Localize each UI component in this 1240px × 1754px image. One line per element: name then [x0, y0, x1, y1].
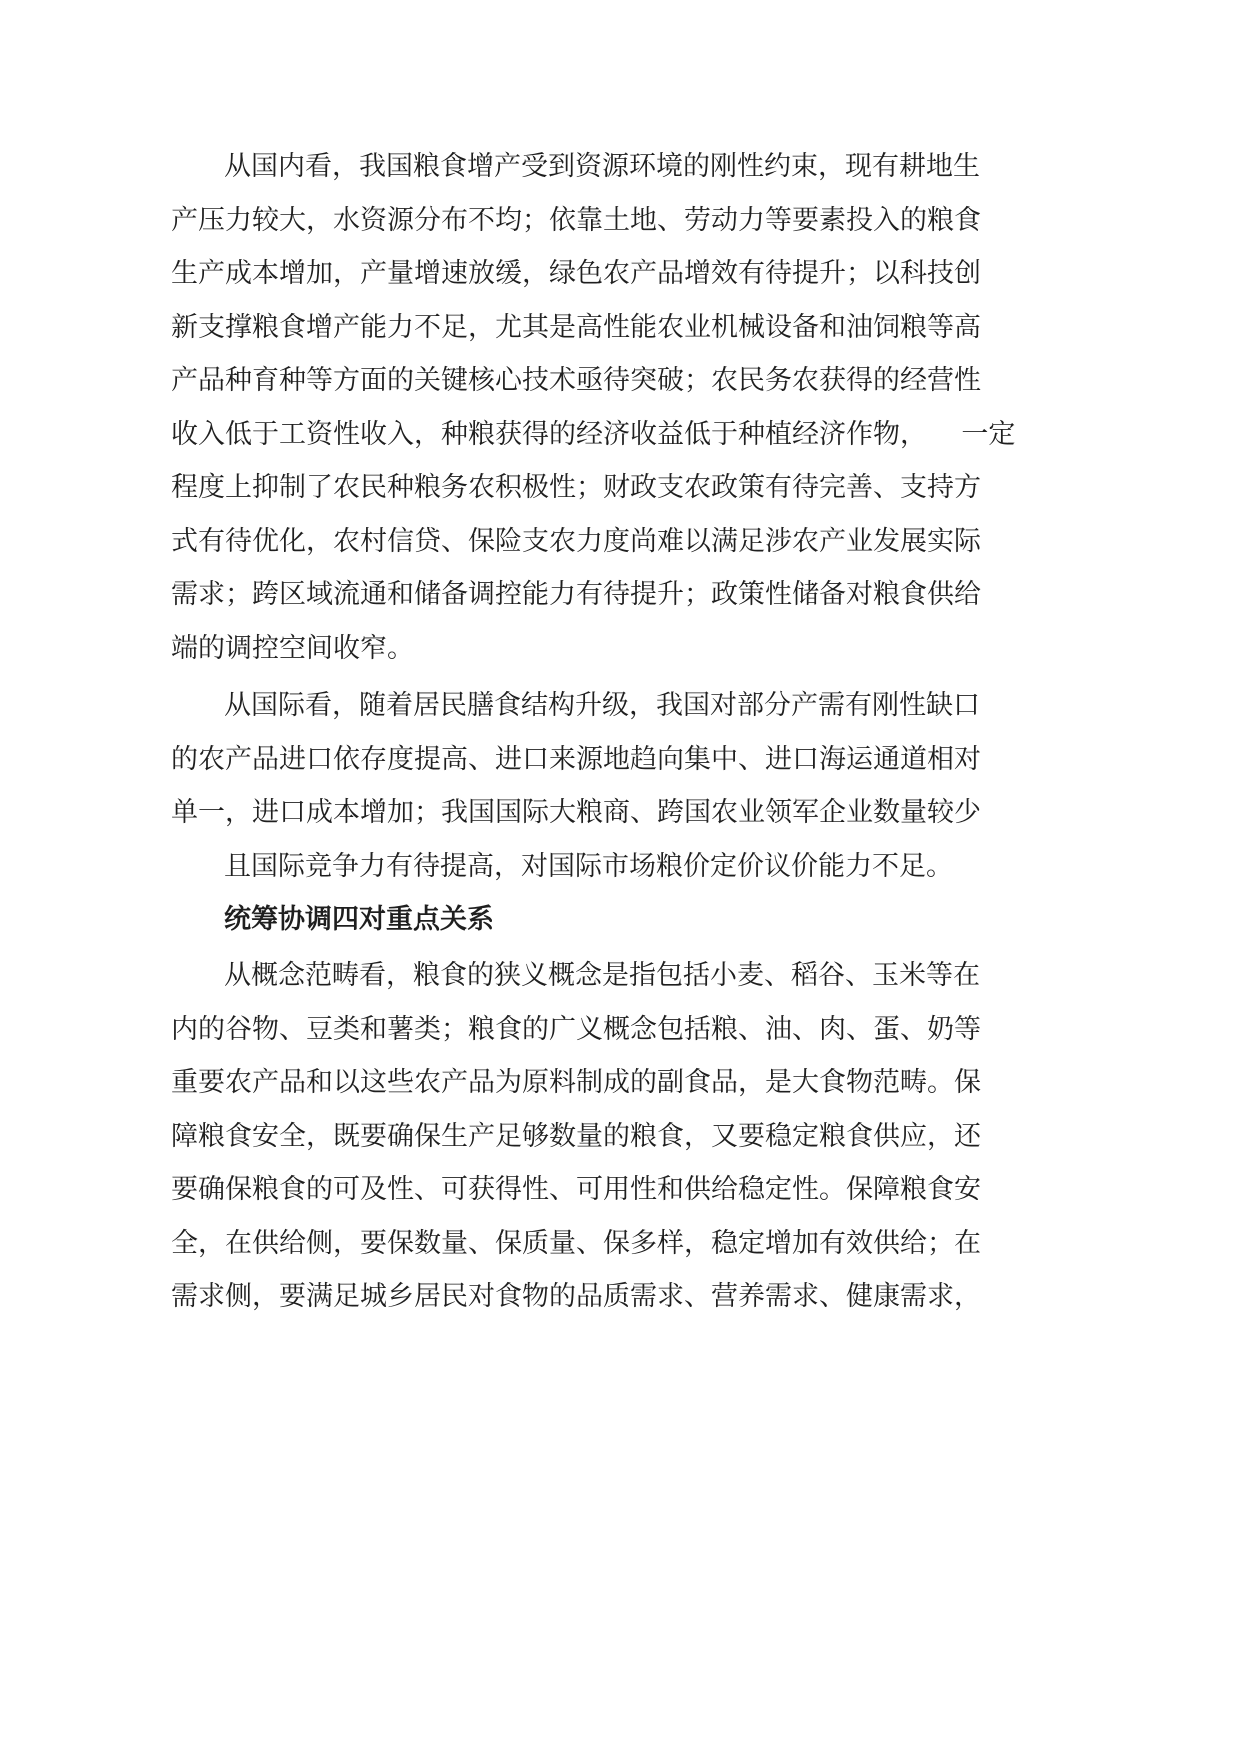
paragraph-1-line — [0, 575, 1240, 615]
paragraph-2-line — [0, 847, 1240, 887]
paragraph-3-line — [0, 1170, 1240, 1210]
text-line: 需求；跨区域流通和储备调控能力有待提升；政策性储备对粮食供给 — [171, 579, 981, 610]
paragraph-1-line — [0, 629, 1240, 669]
text-line: 且国际竞争力有待提高，对国际市场粮价定价议价能力不足。 — [224, 851, 953, 882]
text-line: 重要农产品和以这些农产品为原料制成的副食品，是大食物范畴。保 — [171, 1067, 981, 1098]
section-heading-line — [0, 900, 1240, 940]
paragraph-1-line — [0, 468, 1240, 508]
text-line: 障粮食安全，既要确保生产足够数量的粮食，又要稳定粮食供应，还 — [171, 1121, 981, 1152]
paragraph-1-line — [0, 254, 1240, 294]
paragraph-1-line — [0, 415, 1240, 455]
text-line: 程度上抑制了农民种粮务农积极性；财政支农政策有待完善、支持方 — [171, 472, 981, 503]
text-line: 端的调控空间收窄。 — [171, 633, 414, 664]
text-line: 的农产品进口依存度提高、进口来源地趋向集中、进口海运通道相对 — [171, 744, 981, 775]
paragraph-2-line — [0, 686, 1240, 726]
text-line: 生产成本增加，产量增速放缓，绿色农产品增效有待提升；以科技创 — [171, 258, 981, 289]
text-line: 新支撑粮食增产能力不足，尤其是高性能农业机械设备和油饲粮等高 — [171, 312, 981, 343]
text-line: 从国内看，我国粮食增产受到资源环境的刚性约束，现有耕地生 — [224, 151, 980, 182]
paragraph-3-line — [0, 1063, 1240, 1103]
paragraph-1-line — [0, 201, 1240, 241]
text-line: 内的谷物、豆类和薯类；粮食的广义概念包括粮、油、肉、蛋、奶等 — [171, 1014, 981, 1045]
paragraph-2-line — [0, 793, 1240, 833]
paragraph-3-line — [0, 1010, 1240, 1050]
paragraph-3-line — [0, 1224, 1240, 1264]
text-line: 需求侧，要满足城乡居民对食物的品质需求、营养需求、健康需求， — [171, 1281, 981, 1312]
text-line: 要确保粮食的可及性、可获得性、可用性和供给稳定性。保障粮食安 — [171, 1174, 981, 1205]
text-line: 单一，进口成本增加；我国国际大粮商、跨国农业领军企业数量较少 — [171, 797, 981, 828]
section-heading: 统筹协调四对重点关系 — [224, 904, 494, 935]
text-line: 产品种育种等方面的关键核心技术亟待突破；农民务农获得的经营性 — [171, 365, 981, 396]
text-line: 收入低于工资性收入，种粮获得的经济收益低于种植经济作物， 一定 — [171, 419, 1016, 450]
text-line: 产压力较大，水资源分布不均；依靠土地、劳动力等要素投入的粮食 — [171, 205, 981, 236]
paragraph-2-line — [0, 740, 1240, 780]
text-line: 全，在供给侧，要保数量、保质量、保多样，稳定增加有效供给；在 — [171, 1228, 981, 1259]
text-line: 从国际看，随着居民膳食结构升级，我国对部分产需有刚性缺口 — [224, 690, 980, 721]
paragraph-3-line — [0, 1277, 1240, 1317]
paragraph-1-line — [0, 361, 1240, 401]
paragraph-1-line — [0, 308, 1240, 348]
paragraph-1-line — [0, 522, 1240, 562]
text-line: 式有待优化，农村信贷、保险支农力度尚难以满足涉农产业发展实际 — [171, 526, 981, 557]
paragraph-1-line — [0, 147, 1240, 187]
paragraph-3-line — [0, 1117, 1240, 1157]
paragraph-3-line — [0, 956, 1240, 996]
text-line: 从概念范畴看，粮食的狭义概念是指包括小麦、稻谷、玉米等在 — [224, 960, 980, 991]
